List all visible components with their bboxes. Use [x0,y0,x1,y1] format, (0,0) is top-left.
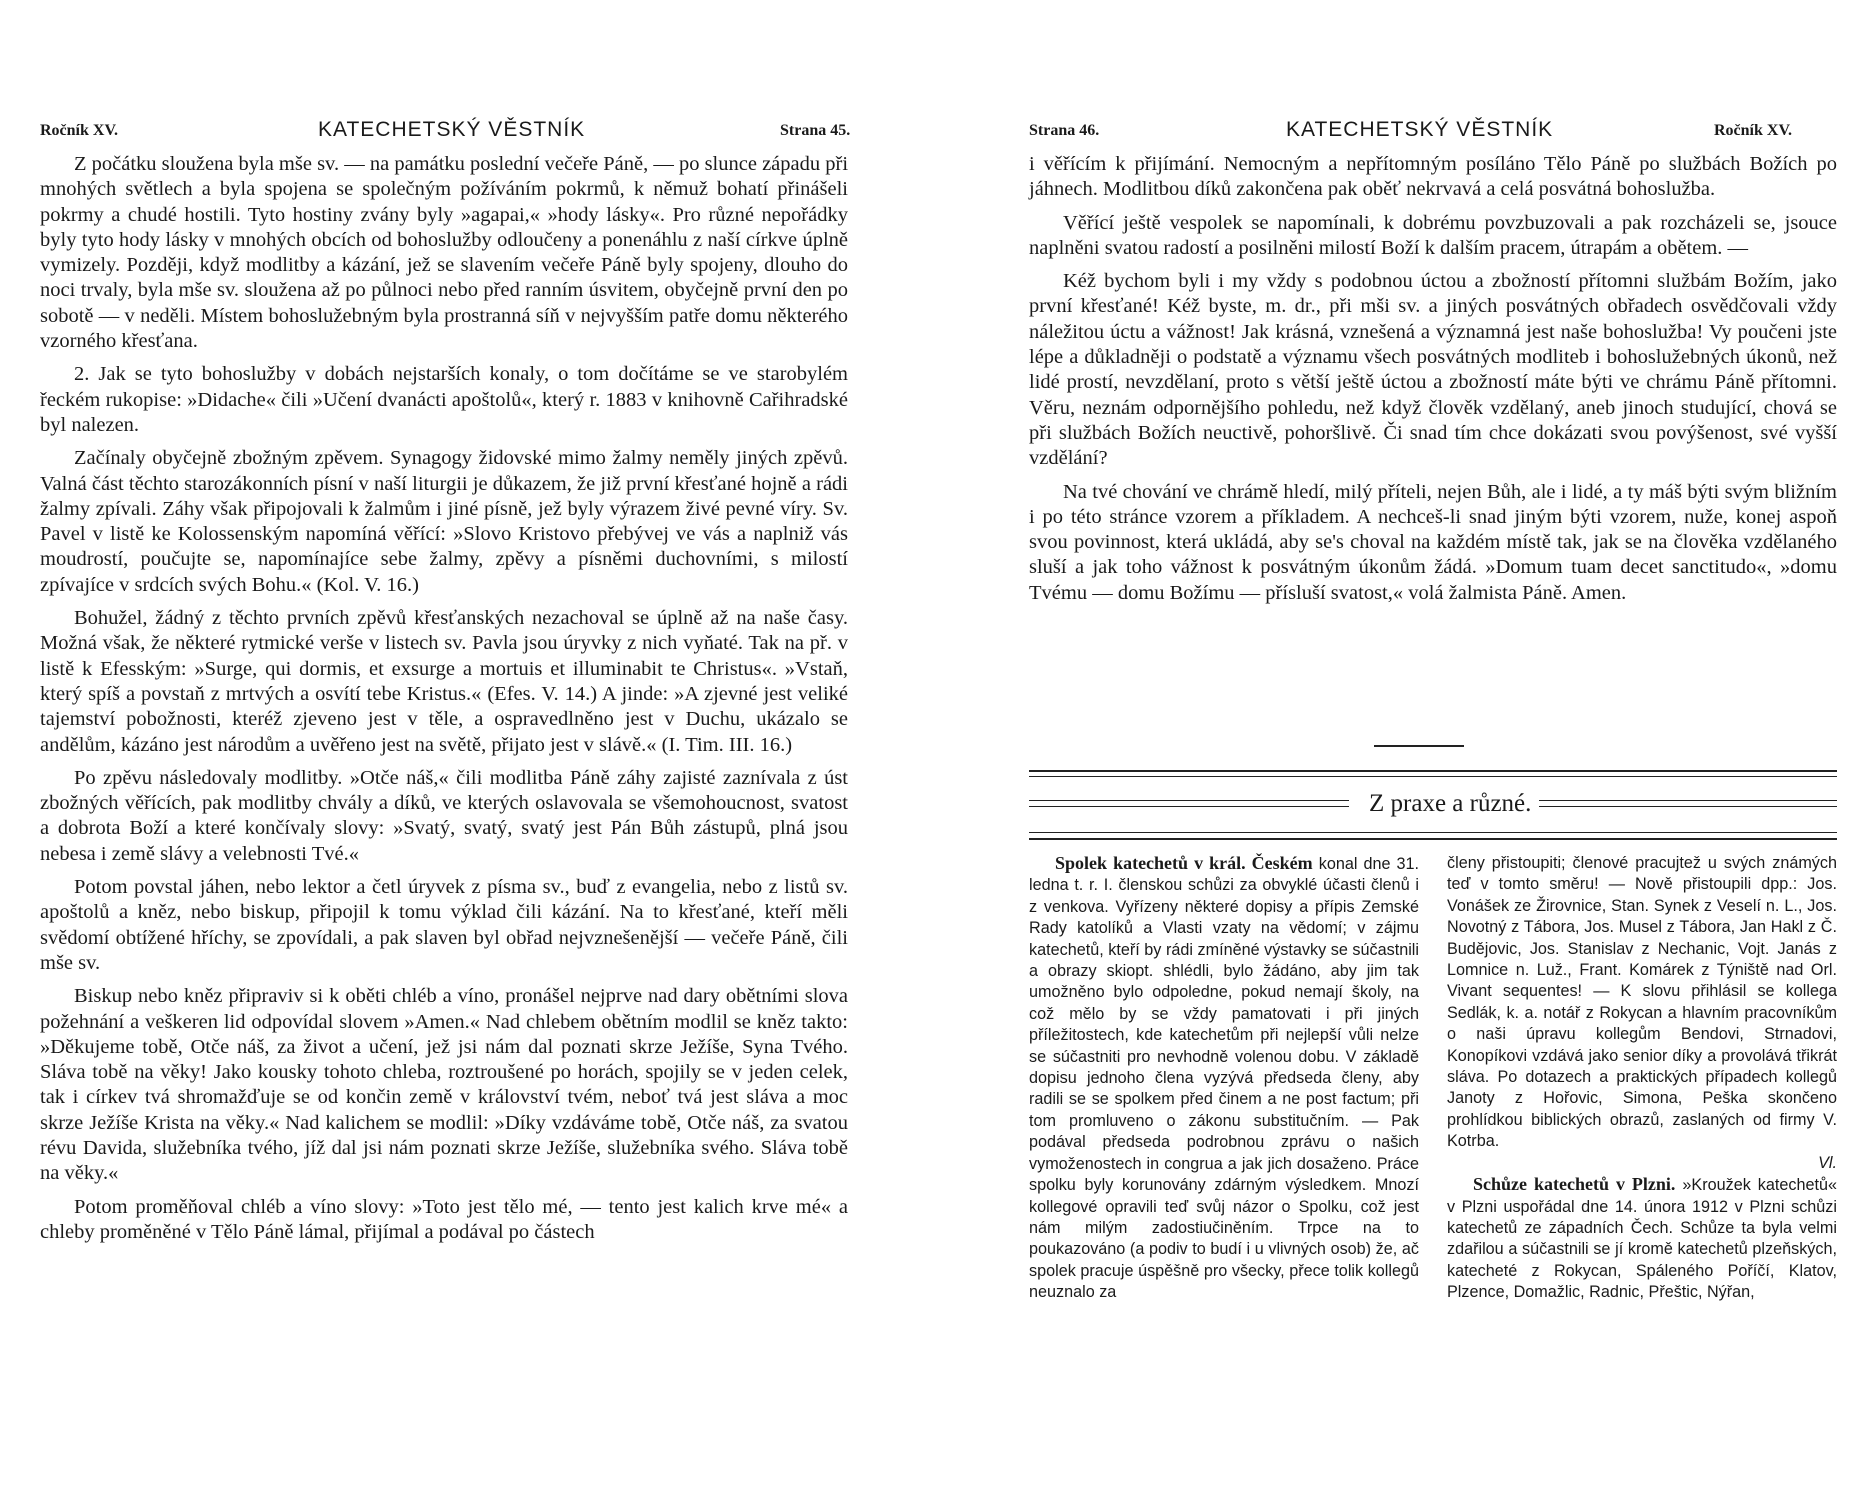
paragraph: Biskup nebo kněz připraviv si k oběti chléb a víno, pronášel nejprve nad dary obětními slova požehnání a veškeren lid odpovídal slovem »Amen.« Nad chlebem obětním modlil se kněz takto: »Děkujeme tobě, Otče náš, za život a učení, jež jsi nám dal poznati skrze Ježíše, Syna Tvého. Sláva tobě na věky! Jako kousky tohoto chleba, roztroušené po horách, spojily se v jeden celek, tak i církev tvá shromažďuje se od končin země v království tvém, neboť tvá jest sláva a moc skrze Ježíše Krista na věky.« Nad kalichem se modlil: »Díky vzdáváme tobě, Otče náš, za svatou révu Davida, služebníka tvého, jíž dal jsi nám poznati skrze Ježíše, služebníka svého. Sláva tobě na věky.« [40,985,848,1185]
paragraph: 2. Jak se tyto bohoslužby v dobách nejstarších konaly, o tom dočítáme se ve starobylém řeckém rukopise: »Didache« čili »Učení dvanácti apoštolů«, který r. 1883 v knihovně Cařihradské byl nalezen. [40,363,848,436]
news-heading: Schůze katechetů v Plzni. [1473,1174,1676,1195]
right-running-head [929,118,1858,148]
news-text: konal dne 31. ledna t. r. I. členskou schůzi za obvyklé účasti členů i z venkova. Vyřízeny některé dopisy a přípis Zemské Rady katolíků a Vlasti vzaty na vědomí; v zájmu katechetů, kteří by rádi zmíněné výstavky se súčastnili a obrazy skiopt. shlédli, bylo žádáno, aby jim tak umožněno bylo odpoledne, pokud nemají školy, na což mělo by se vždy pamatovati i při jiných příležitostech, kde katechetům při nejlepší vůli nelze se súčastniti pro nevhodně volenou dobu. V základě dopisu jednoho člena vyzývá předseda členy, aby radili se se spolkem před činem a ne post factum; při tom promluveno o zákonu substitučním. — Pak podával předseda podrobnou zprávu o našich vymoženostech in congrua a jak jich dosaženo. Práce spolku byly korunovány zdárným výsledkem. Mnozí kollegové opravili teď svůj názor o Spolku, což jest nám milým zadostiučiněním. Trpce na to poukazováno (a podiv to budí i u vlivných osob) že, ač spolek pracuje úspěšně pro všecky, přece tolik kollegů neuznalo za [1029,855,1420,1302]
section-title-rule-right [1539,800,1837,801]
section-title-rule-left [1029,806,1349,807]
news-item [1029,853,1419,1304]
article-end-rule [1374,745,1464,747]
paragraph: i věřícím k přijímání. Nemocným a nepřítomným posíláno Tělo Páně po službách Božích po jáhnech. Modlitbou díků zakončena pak oběť nekrvavá a celá posvátná bohoslužba. [1029,153,1837,201]
right-page [929,0,1858,1501]
news-text: členy přistoupiti; členové pracujtež u svých známých teď v tomto směru! — Nově přistoupili dpp.: Jos. Vonášek ze Žirovnice, Stan. Synek z Veselí n. L., Jos. Novotný z Tábora, Jos. Musel z Tábora, Jan Hakl z Č. Budějovic, Jos. Stanislav z Nechanic, Vojt. Janás z Lomnice n. Luž., Frant. Komárek z Týniště nad Orl. Vivant sequentes! — K slovu přihlásil se kollega Sedlák, k. a. notář z Rokycan a hlavním pracovníkům o naši úpravu kollegům Bendovi, Strnadovi, Konopíkovi vzdává jako senior díky a provolává třikrát sláva. Po dotazech a praktických případech kollegů Janoty z Hořovic, Simona, Peška skončeno prohlídkou biblických obrazů, zaslaných od firmy V. Kotrba. [1447,854,1837,1151]
news-heading: Spolek katechetů v král. Českém [1055,853,1313,873]
right-page-number: Strana 46. [1029,122,1100,139]
right-body-text [1029,152,1837,606]
news-item [1447,1174,1837,1303]
section-rule [1029,838,1837,840]
left-page-number: Strana 45. [780,122,851,139]
section-rule [1029,770,1837,772]
paragraph: Kéž bychom byli i my vždy s podobnou úctou a zbožností přítomni službám Božím, jako první křesťané! Kéž byste, m. dr., při mši sv. a jiných posvátných obřadech osvědčovali vždy náležitou úctu a vážnost! Jak krásná, vznešená a významná jest naše bohoslužba! Vy poučeni jste lépe a důkladněji o podstatě a významu všech posvátných modliteb i bohoslužebných úkonů, než lidé prostí, nevzdělaní, proto s větší ještě úctou a zbožností máte býti ve chrámu Páně přítomni. Věru, neznám odpornějšího pohledu, než když člověk vzdělaný, aneb jinoch studující, chová se při službách Božích neuctivě, pohoršlivě. Či snad tím chce dokázati svou povýšenost, své vyšší vzdělání? [1029,270,1837,470]
left-journal-title: KATECHETSKÝ VĚSTNÍK [318,118,586,141]
paragraph: Věřící ještě vespolek se napomínali, k dobrému povzbuzovali a pak rozcházeli se, jsouce naplněni svatou radostí a posilněni milostí Boží k dalším pracem, útrapám a obětem. — [1029,211,1837,259]
news-signature: Vl. [1818,1153,1837,1172]
paragraph: Po zpěvu následovaly modlitby. »Otče náš,« čili modlitba Páně záhy zajisté zaznívala z úst zbožných věřících, pak modlitby chvály a díků, ve kterých oslavovala se všemohoucnost, svatost a dobrota Boží a které končívaly slovy: »Svatý, svatý, svatý jest Pán Bůh zástupů, plná jsou nebesa i země slávy a velebnosti Tvé.« [40,766,848,865]
paragraph: Bohužel, žádný z těchto prvních zpěvů křesťanských nezachoval se úplně až na naše časy. Možná však, že některé rytmické verše v listech sv. Pavla jsou úryvky z nich vyňaté. Tak na př. v listě k Efesským: »Surge, qui dormis, et exsurge a mortuis et illuminabit te Christus«. »Vstaň, který spíš a povstaň z mrtvých a osvítí tebe Kristus.« (Efes. V. 14.) A jinde: »A zjevné jest veliké tajemství pobožnosti, kteréž zjeveno jest v těle, a ospravedlněno jest v Duchu, ukázalo se andělům, kázáno jest národům a uvěřeno jest na světě, přijato jest v slávě.« (I. Tim. III. 16.) [40,607,848,756]
left-volume-label: Ročník XV. [40,122,118,139]
paragraph: Potom povstal jáhen, nebo lektor a četl úryvek z písma sv., buď z evangelia, nebo z listů sv. apoštolů a kněz, nebo biskup, připojil k tomu výklad čili kázání. Na to křesťané, kteří měli svědomí obtížené hříchy, se zpovídali, a pak slaven byl obřad nejvznešenější — večeře Páně, čili mše sv. [40,876,848,974]
section-title-rule-right [1539,806,1837,807]
paragraph: Z počátku sloužena byla mše sv. — na památku poslední večeře Páně, — po slunce západu při mnohých světlech a byla spojena se společným požíváním pokrmů, k němuž bohatí přinášeli pokrmy a chudé hostili. Tyto hostiny zvány byly »agapai,« »hody lásky«. Pro různé nepořádky byly tyto hody lásky v mnohých obcích od bohoslužby odloučeny a ponenáhlu z naší církve úplně vymizely. Později, když modlitby a kázání, jež se slavením večeře Páně byly spojeny, dlouho do noci trvaly, byla mše sv. sloužena až po půlnoci nebo před ranním úsvitem, obyčejně první den po sobotě — v neděli. Místem bohoslužebným byla prostranná síň v nejvyšším patře domu některého vzorného křesťana. [40,153,849,353]
left-body-text [40,152,848,1245]
paragraph: Na tvé chování ve chrámě hledí, milý příteli, nejen Bůh, ale i lidé, a ty máš býti svým bližním i po této stránce vzorem a příkladem. A nechceš-li snad jiným býti vzorem, nuže, konej aspoň svou povinnost, která ukládá, aby se's choval na každém místě tak, jak se na člověka vzdělaného sluší a jak toho vážnost k posvátným úkonům žádá. »Domum tuam decet sanctitudo«, »domu Tvému — domu Božímu — přísluší svatost,« volá žalmista Páně. Amen. [1029,480,1837,604]
news-column-right [1447,853,1837,1304]
section-rule [1029,776,1837,777]
right-volume-label: Ročník XV. [1714,122,1792,139]
section-title: Z praxe a různé. [1369,790,1532,817]
news-text: »Kroužek katechetů« v Plzni uspořádal dne 14. února 1912 v Plzni schůzi katechetů ze západních Čech. Schůze ta byla velmi zdařilou a súčastnili se jí kromě katechetů plzeňských, katecheté z Rokycan, Spáleného Poříčí, Klatov, Plzence, Domažlic, Radnic, Přeštic, Nýřan, [1447,1176,1837,1302]
right-journal-title: KATECHETSKÝ VĚSTNÍK [1286,118,1554,141]
news-column-left [1029,853,1419,1304]
section-rule [1029,832,1837,833]
paragraph: Potom proměňoval chléb a víno slovy: »Toto jest tělo mé, — tento jest kalich krve mé« a chleby proměněné v Tělo Páně lámal, přijímal a podával po částech [40,1195,848,1243]
left-running-head [0,118,929,148]
paragraph: Začínaly obyčejně zbožným zpěvem. Synagogy židovské mimo žalmy neměly jiných zpěvů. Valná část těchto starozákonních písní v naší liturgii je důkazem, že již první křesťané hojně a rádi žalmy zpívali. Záhy však připojovali k žalmům i jiné písně, jež byly výrazem živé pevné víry. Sv. Pavel v listě ke Kolossenským napomíná věřící: »Slovo Kristovo přebývej ve vás a naplniž vás moudrostí, poučujte se, napomínajíce sebe žalmy, zpěvy a písněmi duchovními, s milostí zpívajíce v srdcích svých Bohu.« (Kol. V. 16.) [40,447,848,596]
section-title-rule-left [1029,800,1349,801]
